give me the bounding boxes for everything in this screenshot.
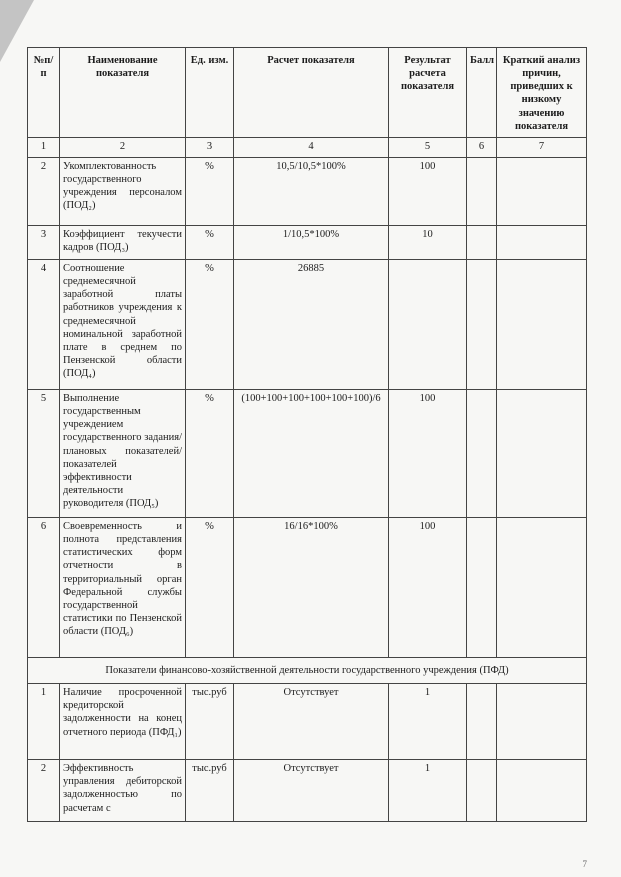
table-row [28, 684, 587, 760]
page-number: 7 [582, 859, 587, 869]
row-analysis [497, 260, 587, 390]
col-number: 4 [234, 138, 389, 158]
header-name: Наименование показателя [60, 48, 186, 138]
row-score [467, 390, 497, 518]
row-score [467, 684, 497, 760]
col-number: 3 [186, 138, 234, 158]
col-number: 5 [389, 138, 467, 158]
row-result: 10 [389, 226, 467, 260]
row-unit: тыс.руб [186, 760, 234, 822]
row-unit: тыс.руб [186, 684, 234, 760]
row-result [389, 260, 467, 390]
col-number: 2 [60, 138, 186, 158]
table-row [28, 158, 587, 226]
row-unit: % [186, 158, 234, 226]
row-analysis [497, 760, 587, 822]
row-result: 100 [389, 158, 467, 226]
row-score [467, 226, 497, 260]
header-calc: Расчет показателя [234, 48, 389, 138]
table-row [28, 518, 587, 658]
row-score [467, 518, 497, 658]
row-unit: % [186, 518, 234, 658]
row-name: Коэффициент текучести кадров (ПОД₃) [60, 226, 186, 260]
header-unit: Ед. изм. [186, 48, 234, 138]
row-calc: Отсутствует [234, 760, 389, 822]
header-result: Результат расчета показателя [389, 48, 467, 138]
row-name: Наличие просроченной кредиторской задолженности на конец отчетного периода (ПФД₁) [60, 684, 186, 760]
table-row [28, 260, 587, 390]
row-num: 1 [28, 684, 60, 760]
indicators-table [27, 47, 587, 822]
row-num: 4 [28, 260, 60, 390]
row-analysis [497, 518, 587, 658]
row-score [467, 760, 497, 822]
row-num: 2 [28, 158, 60, 226]
row-num: 3 [28, 226, 60, 260]
column-number-row [28, 138, 587, 158]
row-calc: (100+100+100+100+100+100)/6 [234, 390, 389, 518]
row-unit: % [186, 260, 234, 390]
row-calc: 10,5/10,5*100% [234, 158, 389, 226]
row-analysis [497, 684, 587, 760]
row-calc: 16/16*100% [234, 518, 389, 658]
header-num: №п/п [28, 48, 60, 138]
section-title: Показатели финансово-хозяйственной деятельности государственного учреждения (ПФД) [28, 658, 587, 684]
section-row [28, 658, 587, 684]
row-result: 100 [389, 518, 467, 658]
row-unit: % [186, 390, 234, 518]
row-result: 1 [389, 684, 467, 760]
table-row [28, 760, 587, 822]
row-name: Соотношение среднемесячной заработной платы работников учреждения к среднемесячной номинальной заработной плате в среднем по Пензенской области (ПОД₄) [60, 260, 186, 390]
header-analysis: Краткий анализ причин, приведших к низкому значению показателя [497, 48, 587, 138]
row-analysis [497, 390, 587, 518]
row-name: Эффективность управления дебиторской задолженностью по расчетам с [60, 760, 186, 822]
row-num: 2 [28, 760, 60, 822]
row-result: 100 [389, 390, 467, 518]
header-score: Балл [467, 48, 497, 138]
row-calc: Отсутствует [234, 684, 389, 760]
row-analysis [497, 226, 587, 260]
col-number: 7 [497, 138, 587, 158]
header-row [28, 48, 587, 138]
row-calc: 1/10,5*100% [234, 226, 389, 260]
table-row [28, 390, 587, 518]
col-number: 6 [467, 138, 497, 158]
col-number: 1 [28, 138, 60, 158]
row-analysis [497, 158, 587, 226]
row-score [467, 158, 497, 226]
row-name: Выполнение государственным учреждением государственного задания/плановых показателей/показателей эффективности деятельности руководителя (ПОД₅) [60, 390, 186, 518]
row-name: Своевременность и полнота представления статистических форм отчетности в территориальный орган Федеральной службы государственной статистики по Пензенской области (ПОД₆) [60, 518, 186, 658]
table-row [28, 226, 587, 260]
row-score [467, 260, 497, 390]
row-result: 1 [389, 760, 467, 822]
row-num: 5 [28, 390, 60, 518]
row-calc: 26885 [234, 260, 389, 390]
row-num: 6 [28, 518, 60, 658]
row-unit: % [186, 226, 234, 260]
row-name: Укомплектованность государственного учреждения персоналом (ПОД₂) [60, 158, 186, 226]
